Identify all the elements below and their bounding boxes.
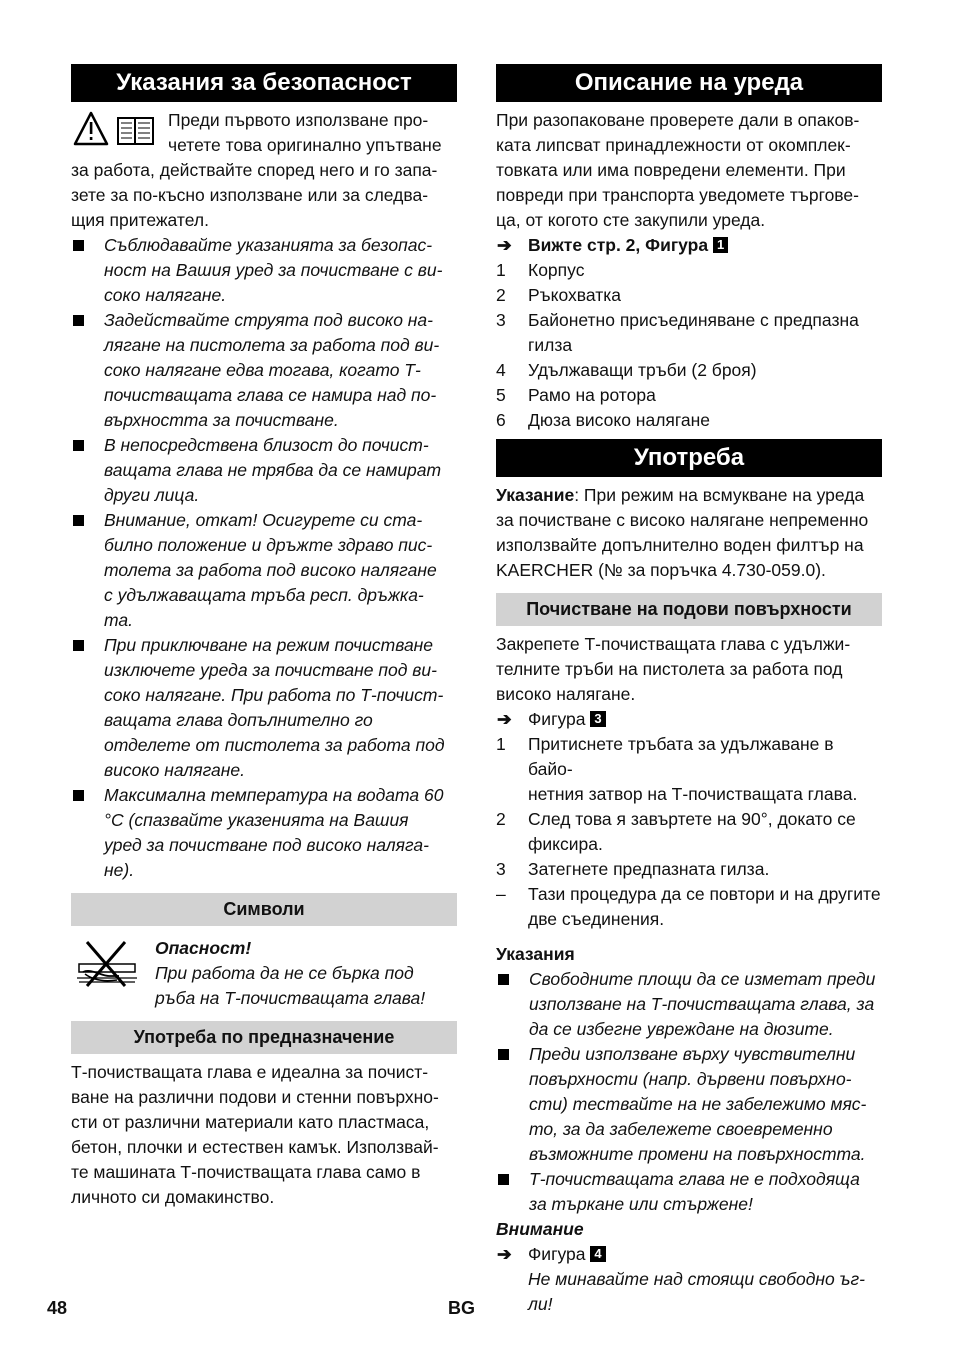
notes-heading: Указания [496, 944, 575, 964]
symbol-heading: Опасност! [155, 938, 252, 958]
bullet-square-icon [498, 974, 509, 985]
list-item: Свободните площи да се изметат преди използване на Т-почистващата глава, за да се избегне увреждане на дюзите. [496, 967, 882, 1042]
list-item: Съблюдавайте указанията за безопас- ност на Вашия уред за почистване с ви- соко налягане. [71, 233, 457, 308]
list-item: Внимание, откат! Осигурете си ста- билно положение и дръжте здраво пис- толета за работа под високо налягане с удължаващата тръба респ. дръжка- та. [71, 508, 457, 633]
list-item: 2 Ръкохватка [496, 285, 621, 305]
bullet-square-icon [498, 1049, 509, 1060]
bullet-square-icon [73, 790, 84, 801]
arrow-right-icon: ➔ [497, 235, 512, 255]
list-item: В непосредствена близост до почист- ващата глава не трябва да се намират други лица. [71, 433, 457, 508]
symbols-heading: Символи [71, 893, 457, 926]
bullet-square-icon [73, 315, 84, 326]
intro-line: за работа, действайте според него и го запа- [71, 160, 438, 180]
figure-number-badge: 4 [590, 1246, 605, 1262]
warning-and-manual-icon [73, 110, 163, 155]
use-heading: Употреба [496, 439, 882, 477]
intro-line: зете за по-късно използване или за следва- [71, 185, 429, 205]
floor-cleaning-heading: Почистване на подови повърхности [496, 593, 882, 626]
safety-intro [71, 108, 457, 233]
list-item: Т-почистващата глава не е подходяща за търкане или стържене! [496, 1167, 882, 1217]
list-item: Задействайте струята под високо на- лягане на пистолета за работа под ви- соко налягане едва тогава, когато Т- почистващата глава се намира над по- върхността за почистване. [71, 308, 457, 433]
bullet-square-icon [498, 1174, 509, 1185]
symbol-line: При работа да не се бърка под [155, 963, 414, 983]
list-item: 6 Дюза високо налягане [496, 410, 711, 430]
steps-list [496, 732, 882, 932]
safety-bullets [71, 233, 457, 883]
intro-line: Преди първото използване про- [168, 110, 429, 130]
list-item: Преди използване върху чувствителни повърхности (напр. дървени повърхно- сти) тествайте на не забележимо мяс- то, за да забележете своевременно възможните промени на повърхността. [496, 1042, 882, 1167]
safety-heading: Указания за безопасност [71, 64, 457, 102]
figure-3-ref: ➔ Фигура 3 [496, 707, 882, 732]
list-item: Максимална температура на водата 60 °C (спазвайте указенията на Вашия уред за почистване под високо наляга- не). [71, 783, 457, 883]
list-item: 4 Удължаващи тръби (2 броя) [496, 360, 757, 380]
figure-4-ref: ➔ Фигура 4 [496, 1242, 882, 1267]
bullet-square-icon [73, 240, 84, 251]
use-note: Указание: При режим на всмукване на уреда за почистване с високо налягане непременно използвайте допълнително воден филтър на KAERCHER (№ за поръчка 4.730-059.0). [496, 485, 869, 580]
list-item: 2 След това я завъртете на 90°, докато се фиксира. [496, 809, 856, 854]
list-item: При приключване на режим почистване изключете уреда за почистване под ви- соко налягане. При работа по Т-почист- ващата глава допълнително го отделете от пистолета за работа под високо налягане. [71, 633, 457, 783]
figure-number-badge: 3 [590, 711, 605, 727]
arrow-right-icon: ➔ [497, 1244, 512, 1264]
intended-use-heading: Употреба по предназначение [71, 1021, 457, 1054]
attention-text: Не минавайте над стоящи свободно ъг- ли! [528, 1269, 865, 1314]
bullet-square-icon [73, 440, 84, 451]
bullet-square-icon [73, 640, 84, 651]
description-text: При разопаковане проверете дали в опаков- ката липсват принадлежности от окомплек- товката или има повредени елементи. При повреди при транспорта уведомете търгове- ца, от когото сте закупили уреда. [496, 110, 860, 230]
arrow-right-icon: ➔ [497, 709, 512, 729]
list-item: 3 Байонетно присъединяване с предпазна гилза [496, 310, 859, 355]
intro-line: щия притежател. [71, 210, 209, 230]
figure-number-badge: 1 [713, 237, 728, 253]
symbol-danger-block [71, 936, 457, 1011]
list-item: 3 Затегнете предпазната гилза. [496, 859, 770, 879]
attention-heading: Внимание [496, 1219, 584, 1239]
no-hand-under-edge-icon [73, 938, 141, 995]
page-number: 48 [47, 1298, 68, 1318]
see-figure-ref: ➔ Вижте стр. 2, Фигура 1 [496, 233, 882, 258]
bullet-square-icon [73, 515, 84, 526]
intended-use-text: Т-почистващата глава е идеална за почист- ване на различни подови и стенни повърхно- сти от различни материали като пластмаса, бетон, плочки и естествен камък. Използвай- те машината Т-почистващата глава само в личното си домакинство. [71, 1062, 439, 1207]
language-code: BG [448, 1298, 475, 1318]
description-heading: Описание на уреда [496, 64, 882, 102]
list-item: 1 Притиснете тръбата за удължаване в байо- нетния затвор на Т-почистващата глава. [496, 734, 858, 804]
notes-bullets [496, 967, 882, 1217]
parts-list [496, 258, 882, 433]
floor-cleaning-text: Закрепете Т-почистващата глава с удължи- телните тръби на пистолета за работа под високо налягане. [496, 634, 851, 704]
left-column [71, 64, 457, 1210]
list-item: 5 Рамо на ротора [496, 385, 656, 405]
list-item: – Тази процедура да се повтори и на другите две съединения. [496, 884, 881, 929]
intro-line: четете това оригинално упътване [168, 135, 442, 155]
list-item: 1 Корпус [496, 260, 585, 280]
right-column [496, 64, 882, 1317]
symbol-line: ръба на Т-почистващата глава! [155, 988, 426, 1008]
